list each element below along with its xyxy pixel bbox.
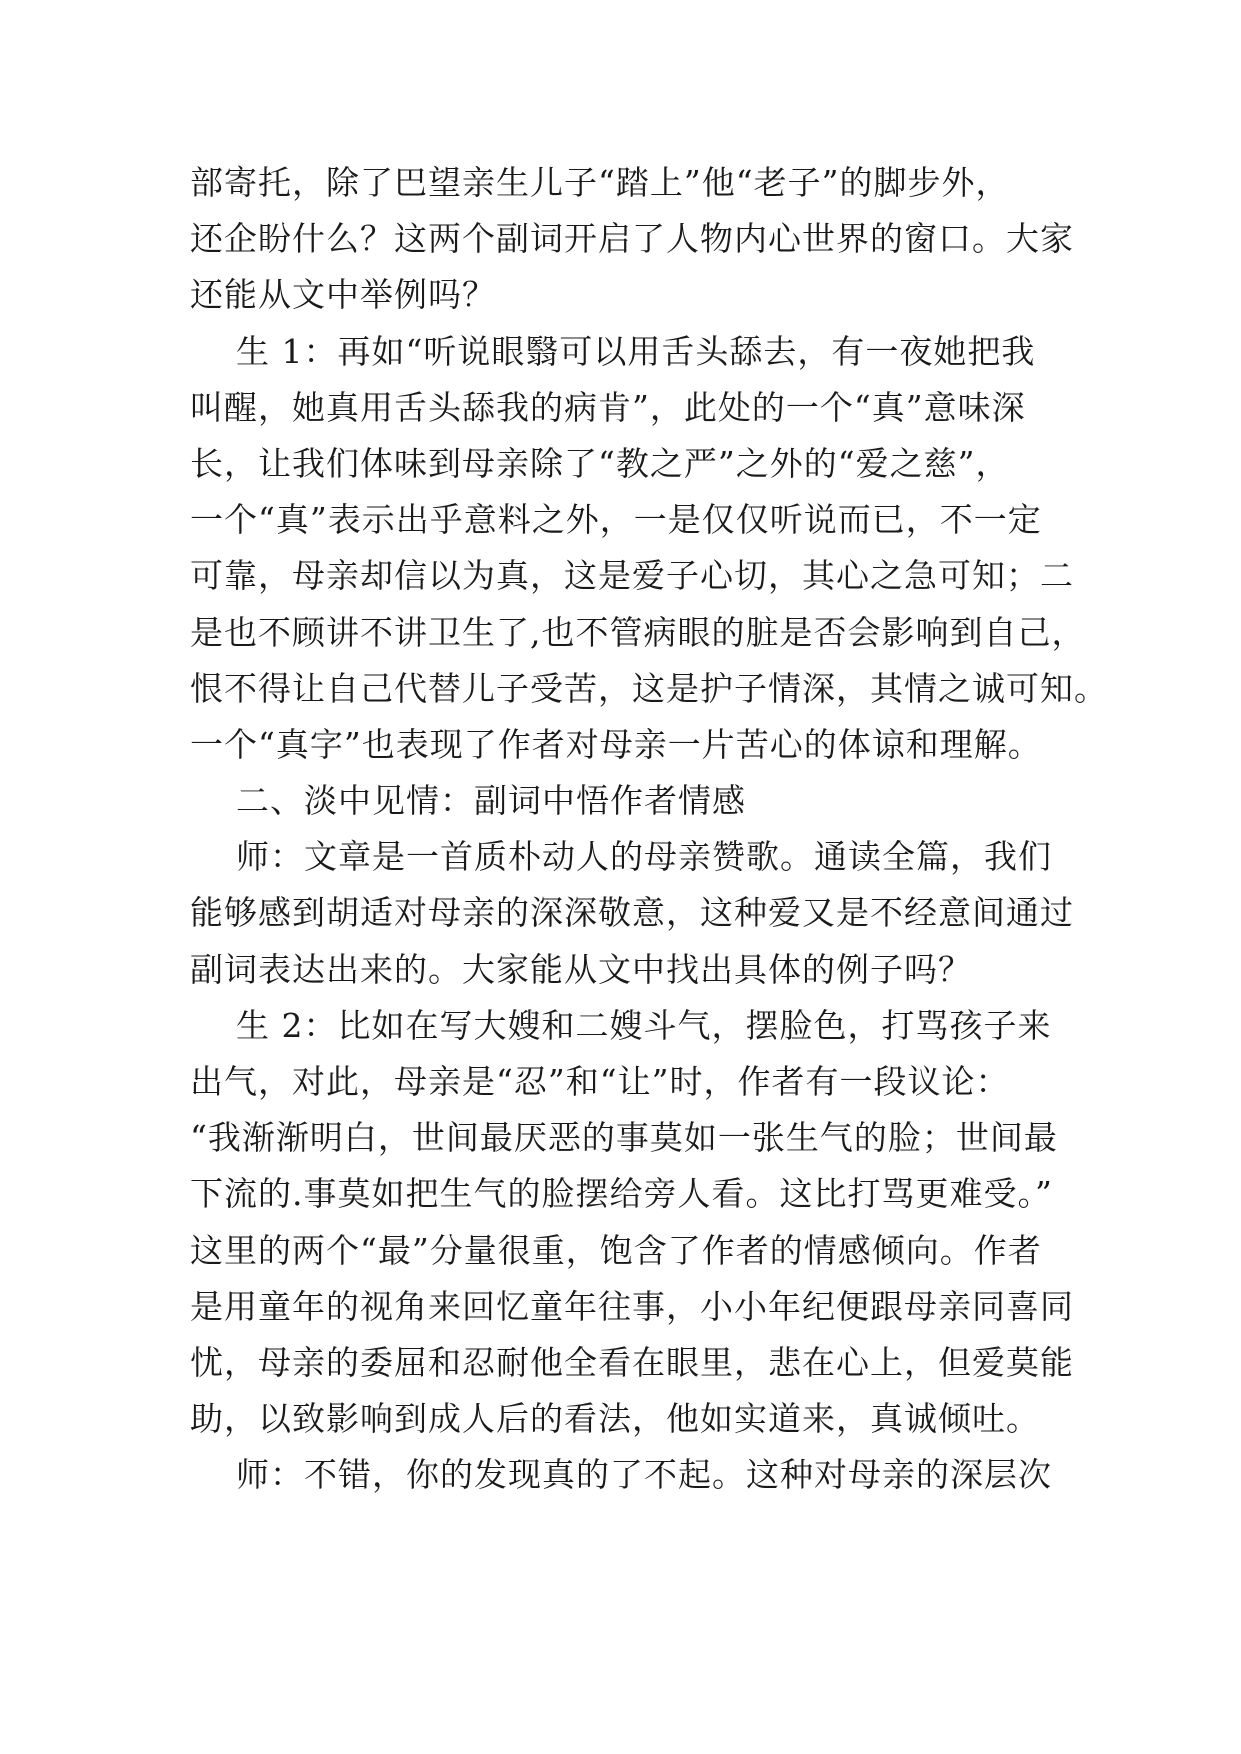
text-line: 是用童年的视角来回忆童年往事，小小年纪便跟母亲同喜同 xyxy=(190,1286,1074,1326)
text-line: 出气，对此，母亲是“忍”和“让”时，作者有一段议论： xyxy=(190,1062,1010,1101)
text-line: 师：不错，你的发现真的了不起。这种对母亲的深层次 xyxy=(190,1455,1052,1495)
text-line: 能够感到胡适对母亲的深深敬意，这种爱又是不经意间通过 xyxy=(190,893,1074,933)
text-line: 师：文章是一首质朴动人的母亲赞歌。通读全篇，我们 xyxy=(190,837,1052,877)
text-line: 叫醒，她真用舌头舔我的病肯”，此处的一个“真”意味深 xyxy=(190,387,1026,427)
text-line: 生 2：比如在写大嫂和二嫂斗气，摆脸色，打骂孩子来 xyxy=(190,1005,1052,1045)
text-line: 可靠，母亲却信以为真，这是爱子心切，其心之急可知；二 xyxy=(190,556,1074,596)
text-line: 是也不顾讲不讲卫生了,也不管病眼的脏是否会影响到自己， xyxy=(190,612,1086,652)
text-line: 长，让我们体味到母亲除了“教之严”之外的“爱之慈”， xyxy=(190,443,1010,483)
section-heading: 二、淡中见情：副词中悟作者情感 xyxy=(190,781,746,821)
text-line: 恨不得让自己代替儿子受苦，这是护子情深，其情之诚可知。 xyxy=(190,668,1108,708)
text-line: 这里的两个“最”分量很重，饱含了作者的情感倾向。作者 xyxy=(190,1230,1042,1270)
text-line: 生 1：再如“听说眼翳可以用舌头舔去，有一夜她把我 xyxy=(190,331,1036,371)
text-line: 忧，母亲的委屈和忍耐他全看在眼里，悲在心上，但爱莫能 xyxy=(190,1342,1074,1382)
text-line: 下流的.事莫如把生气的脸摆给旁人看。这比打骂更难受。” xyxy=(190,1174,1053,1214)
text-line: 部寄托，除了巴望亲生儿子“踏上”他“老子”的脚步外， xyxy=(190,163,1010,202)
document-body xyxy=(190,155,1108,1504)
text-line: 一个“真”表示出乎意料之外，一是仅仅听说而已，不一定 xyxy=(190,500,1042,540)
text-line: 还企盼什么？这两个副词开启了人物内心世界的窗口。大家 xyxy=(190,219,1074,259)
text-line: 副词表达出来的。大家能从文中找出具体的例子吗？ xyxy=(190,949,972,989)
text-line: 助，以致影响到成人后的看法，他如实道来，真诚倾吐。 xyxy=(190,1399,1040,1439)
text-line: 还能从文中举例吗？ xyxy=(190,275,496,315)
text-line: 一个“真字”也表现了作者对母亲一片苦心的体谅和理解。 xyxy=(190,724,1042,764)
text-line: “我渐渐明白，世间最厌恶的事莫如一张生气的脸；世间最 xyxy=(190,1118,1058,1158)
